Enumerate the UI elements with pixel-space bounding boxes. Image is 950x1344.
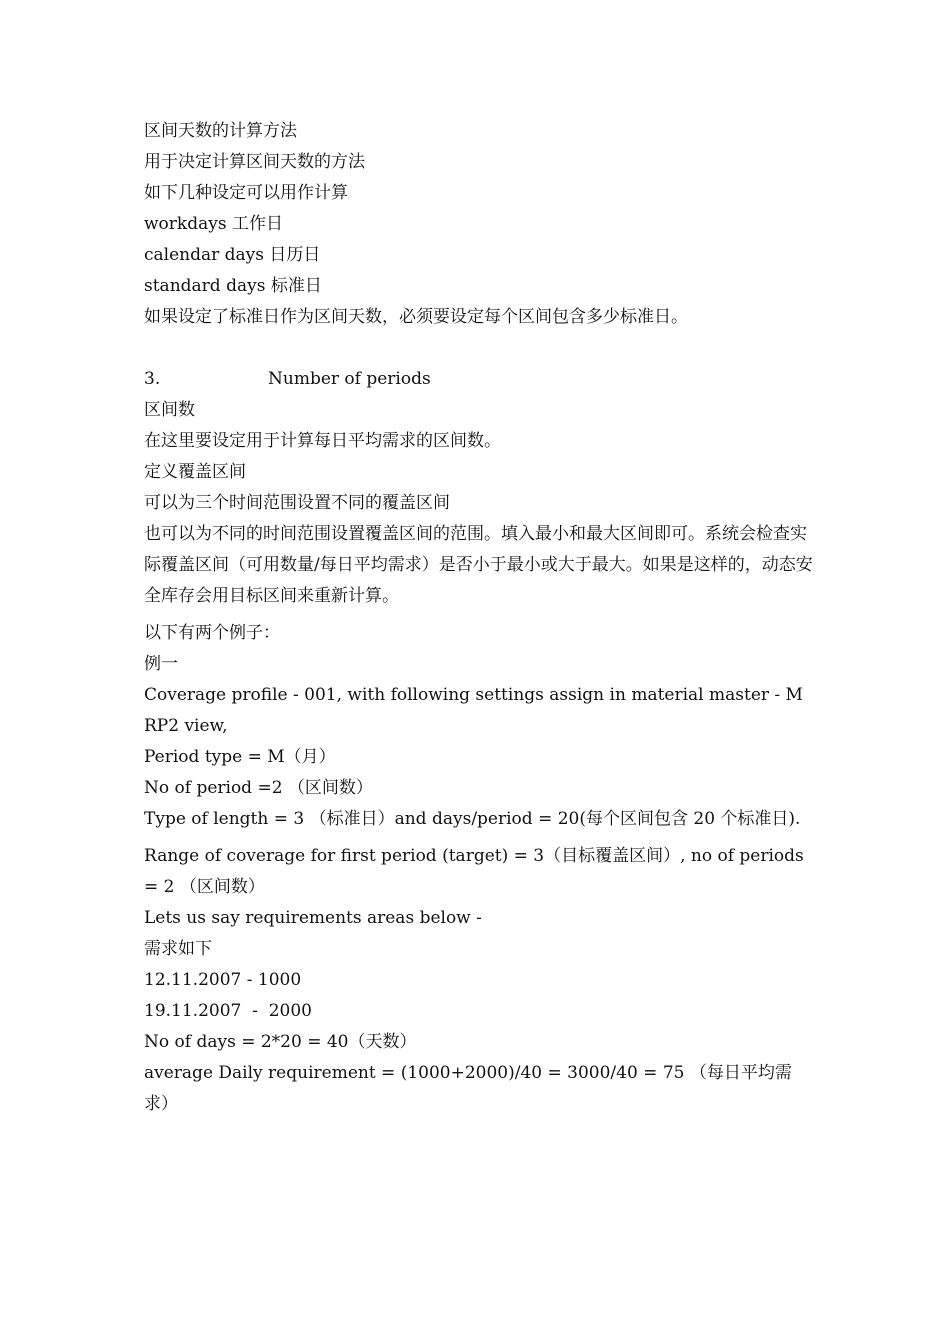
text-line: 可以为三个时间范围设置不同的覆盖区间 (144, 493, 450, 513)
text-line: No of period =2 （区间数） (144, 778, 373, 798)
text-line: 在这里要设定用于计算每日平均需求的区间数。 (144, 431, 501, 451)
text-line: 如果设定了标准日作为区间天数，必须要设定每个区间包含多少标准日。 (144, 307, 688, 327)
text-line: 需求如下 (144, 939, 212, 959)
text-line: No of days = 2*20 = 40（天数） (144, 1032, 417, 1052)
text-line: workdays 工作日 (144, 214, 283, 234)
text-line: 以下有两个例子： (144, 623, 280, 643)
text-line: Period type = M（月） (144, 747, 336, 767)
text-line: calendar days 日历日 (144, 245, 321, 265)
text-paragraph: Type of length = 3 （标准日）and days/period = 20(每个区间包含 20 个标准日). (144, 809, 801, 829)
text-line: 定义覆盖区间 (144, 462, 246, 482)
text-line: Lets us say requirements areas below - (144, 908, 482, 928)
text-line: standard days 标准日 (144, 276, 322, 296)
text-line: 用于决定计算区间天数的方法 (144, 152, 365, 172)
text-paragraph: 也可以为不同的时间范围设置覆盖区间的范围。填入最小和最大区间即可。系统会检查实际覆盖区间（可用数量/每日平均需求）是否小于最小或大于最大。如果是这样的，动态安全库存会用目标区间来重新计算。 (144, 524, 813, 606)
text-line: 区间数 (144, 400, 195, 420)
text-line: 如下几种设定可以用作计算 (144, 183, 348, 203)
section-title: Number of periods (268, 369, 431, 389)
text-paragraph: average Daily requirement = (1000+2000)/40 = 3000/40 = 75 （每日平均需求） (144, 1063, 792, 1114)
document-body (144, 116, 814, 1120)
section-number: 3. (144, 369, 161, 389)
text-line: 例一 (144, 654, 178, 674)
text-paragraph: Range of coverage for first period (target) = 3（目标覆盖区间）, no of periods= 2 （区间数） (144, 846, 804, 897)
text-line: 19.11.2007 - 2000 (144, 1001, 312, 1021)
blank-line (144, 333, 814, 364)
text-line: 12.11.2007 - 1000 (144, 970, 302, 990)
text-paragraph: Coverage profile - 001, with following settings assign in material master - MRP2 view, (144, 685, 803, 736)
section-heading (144, 364, 814, 395)
text-line: 区间天数的计算方法 (144, 121, 297, 141)
